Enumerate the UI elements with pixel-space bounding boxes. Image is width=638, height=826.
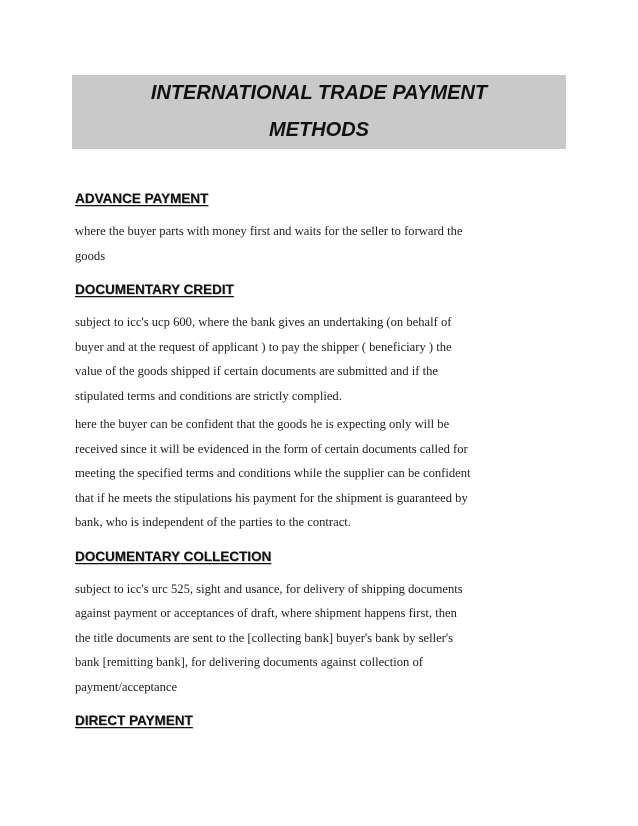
text-line: payment/acceptance [75, 679, 178, 694]
text-line: goods [75, 248, 106, 263]
text-line: meeting the specified terms and conditions while the supplier can be confident [75, 466, 471, 480]
text-line: that if he meets the stipulations his payment for the shipment is guaranteed by [75, 490, 468, 505]
section-heading: ADVANCE PAYMENT [75, 191, 209, 206]
section-heading: DOCUMENTARY CREDIT [75, 282, 234, 297]
document-body [75, 190, 555, 730]
paragraph [75, 412, 555, 535]
text-line: here the buyer can be confident that the goods he is expecting only will be [75, 417, 450, 431]
text-line: buyer and at the request of applicant ) to pay the shipper ( beneficiary ) the [75, 339, 452, 354]
section-documentary-credit [75, 281, 555, 535]
section-documentary-collection [75, 548, 555, 700]
text-line: bank [remitting bank], for delivering documents against collection of [75, 655, 423, 669]
text-line: against payment or acceptances of draft, where shipment happens first, then [75, 606, 457, 620]
title-line-1: INTERNATIONAL TRADE PAYMENT [150, 82, 488, 104]
section-direct-payment [75, 712, 555, 730]
title-banner [72, 75, 566, 149]
paragraph [75, 219, 555, 268]
text-line: subject to icc's ucp 600, where the bank gives an undertaking (on behalf of [75, 315, 452, 329]
paragraph [75, 310, 555, 408]
section-advance-payment [75, 190, 555, 268]
text-line: bank, who is independent of the parties to the contract. [75, 515, 351, 529]
text-line: the title documents are sent to the [collecting bank] buyer's bank by seller's [75, 630, 454, 645]
section-heading: DOCUMENTARY COLLECTION [75, 548, 272, 564]
text-line: received since it will be evidenced in the form of certain documents called for [75, 441, 468, 456]
text-line: subject to icc's urc 525, sight and usance, for delivery of shipping documents [75, 581, 463, 596]
paragraph [75, 577, 555, 700]
text-line: stipulated terms and conditions are strictly complied. [75, 388, 342, 403]
text-line: where the buyer parts with money first and waits for the seller to forward the [75, 224, 463, 238]
text-line: value of the goods shipped if certain documents are submitted and if the [75, 364, 439, 378]
title-line-2: METHODS [269, 119, 369, 141]
section-heading: DIRECT PAYMENT [75, 713, 193, 728]
